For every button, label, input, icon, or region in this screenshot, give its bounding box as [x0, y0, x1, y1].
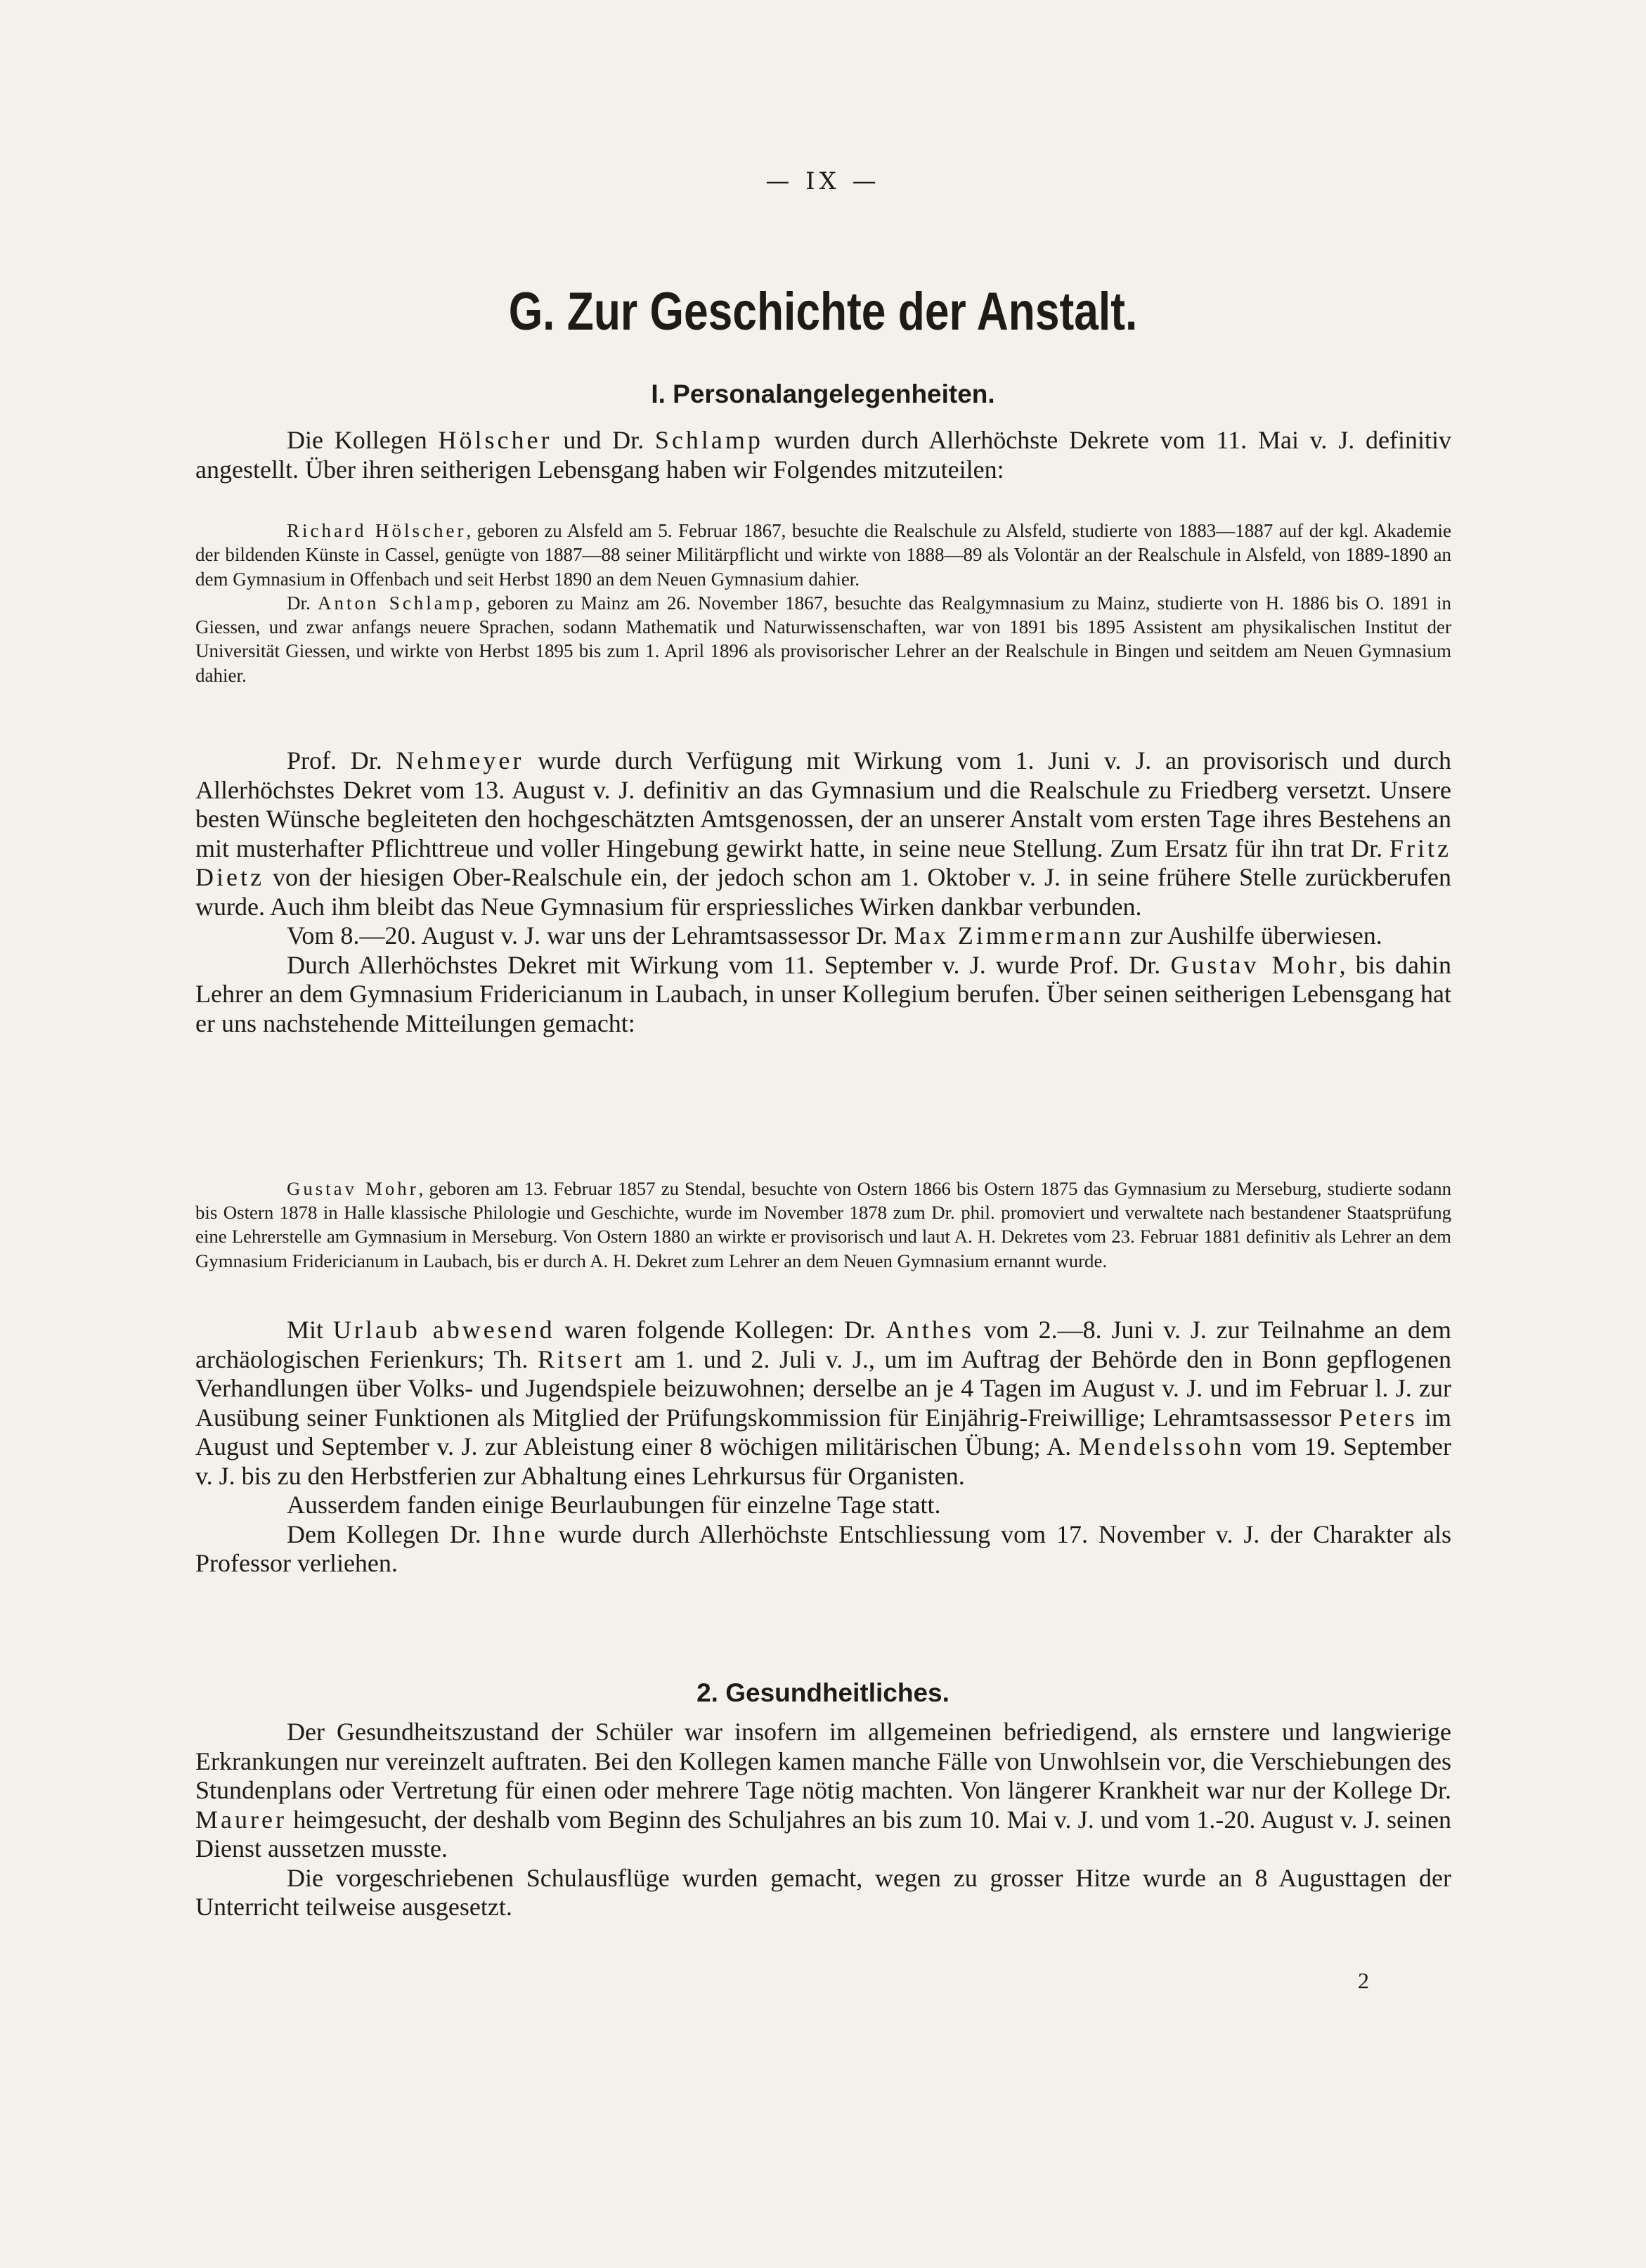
person-name: Peters — [1338, 1403, 1418, 1432]
person-name: Ritsert — [538, 1344, 625, 1373]
person-name: Max Zimmermann — [893, 921, 1124, 950]
paragraph-kollegen: Die Kollegen Hölscher und Dr. Schlamp wurden durch Allerhöchste Dekrete vom 11. Mai v. J. definitiv angestellt. Über ihren seitherigen Lebensgang haben wir Folgendes mitzuteilen: — [195, 426, 1452, 484]
page-number: — IX — — [765, 167, 881, 195]
bio-mohr: Gustav Mohr, geboren am 13. Februar 1857 zu Stendal, besuchte von Ostern 1866 bis Ostern 1875 das Gymnasium zu Merseburg, studierte sodann bis Ostern 1878 in Halle klassische Philologie und Geschichte, wurde im November 1878 zum Dr. phil. promoviert und verwaltete nach bestandener Staatsprüfung eine Lehrerstelle am Gymnasium in Merseburg. Von Ostern 1880 an wirkte er provisorisch und laut A. H. Dekretes vom 23. Februar 1881 definitiv als Lehrer an dem Gymnasium Fridericianum in Laubach, bis er durch A. H. Dekret zum Lehrer an dem Neuen Gymnasium ernannt wurde. — [195, 1178, 1451, 1271]
sheet-number: 2 — [1358, 1968, 1369, 1993]
paragraph-nehmeyer: Prof. Dr. Nehmeyer wurde durch Verfügung mit Wirkung vom 1. Juni v. J. an provisorisch und durch Allerhöchstes Dekret vom 13. August v. J. definitiv an das Gymnasium und die Realschule zu Friedberg versetzt. Unsere besten Wünsche begleiteten den hochgeschätzten Amtsgenossen, der an unserer Anstalt vom ersten Tage ihres Bestehens an mit musterhafter Pflichttreue und voller Hingebung gewirkt hatte, in seine neue Stellung. Zum Ersatz für ihn trat Dr. Fritz Dietz von der hiesigen Ober-Realschule ein, der jedoch schon am 1. Oktober v. J. in seine frühere Stelle zurückberufen wurde. Auch ihm bleibt das Neue Gymnasium für erspriessliches Wirken dankbar verbunden. Vom 8.—20. August v. J. war uns der Lehramtsassessor Dr. Max Zimmermann zur Aushilfe überwiesen. Durch Allerhöchstes Dekret mit Wirkung vom 11. September v. J. wurde Prof. Dr. Gustav Mohr, bis dahin Lehrer an dem Gymnasium Fridericianum in Laubach, in unser Kollegium berufen. Über seinen seitherigen Lebensgang hat er uns nachstehende Mitteilungen gemacht: — [195, 746, 1451, 1037]
person-name: Maurer — [195, 1805, 287, 1834]
person-name: Richard Hölscher — [287, 520, 467, 541]
person-name: Anthes — [885, 1316, 974, 1344]
section-heading-health: 2. Gesundheitliches. — [696, 1678, 950, 1707]
person-name: Ihne — [491, 1519, 548, 1548]
paragraph-gesundheit: Der Gesundheitszustand der Schüler war insofern im allgemeinen befriedigend, als ernstere und langwierige Erkrankungen nur vereinzelt auftraten. Bei den Kollegen kamen manche Fälle von Unwohlsein vor, die Verschiebungen des Stundenplans oder Vertretung für einen oder mehrere Tage nötig machten. Von längerer Krankheit war nur der Kollege Dr. Maurer heimgesucht, der deshalb vom Beginn des Schuljahres an bis zum 10. Mai v. J. und vom 1.-20. August v. J. seinen Dienst aussetzen musste. Die vorgeschriebenen Schulausflüge wurden gemacht, wegen zu grosser Hitze wurde an 8 Augusttagen der Unterricht teilweise ausgesetzt. — [195, 1718, 1451, 1921]
person-name: Schlamp — [654, 426, 763, 454]
person-name: Hölscher — [438, 426, 552, 454]
person-name: Nehmeyer — [396, 746, 524, 775]
section-heading-personal: I. Personalangelegenheiten. — [651, 380, 995, 408]
person-name: Fritz Dietz — [195, 834, 1451, 891]
person-name: Anton Schlamp — [318, 592, 476, 614]
bio-hoelscher: Richard Hölscher, geboren zu Alsfeld am 5. Februar 1867, besuchte die Realschule zu Alsfeld, studierte von 1883—1887 auf der kgl. Akademie der bildenden Künste in Cassel, genügte von 1887—88 seiner Militärpflicht und wirkte von 1888—89 als Volontär an der Realschule in Alsfeld, von 1889-1890 an dem Gymnasium in Offenbach und seit Herbst 1890 an dem Neuen Gymnasium dahier. Dr. Anton Schlamp, geboren zu Mainz am 26. November 1867, besuchte das Realgymnasium zu Mainz, studierte von H. 1886 bis O. 1891 in Giessen, und zwar anfangs neuere Sprachen, sodann Mathematik und Naturwissenschaften, war von 1891 bis 1895 Assistent am physikalischen Institut der Universität Giessen, und wirkte von Herbst 1895 bis zum 1. April 1896 als provisorischer Lehrer an der Realschule in Bingen und seitdem am Neuen Gymnasium dahier. — [195, 520, 1451, 686]
person-name: Mendelssohn — [1078, 1432, 1245, 1460]
paragraph-urlaub: Mit Urlaub abwesend waren folgende Kollegen: Dr. Anthes vom 2.—8. Juni v. J. zur Teilnahme an dem archäologischen Ferienkurs; Th. Ritsert am 1. und 2. Juli v. J., um im Auftrag der Behörde den in Bonn gepflogenen Verhandlungen über Volks- und Jugendspiele beizuwohnen; derselbe an je 4 Tagen im August v. J. und im Februar l. J. zur Ausübung seiner Funktionen als Mitglied der Prüfungskommission für Einjährig-Freiwillige; Lehramtsassessor Peters im August und September v. J. zur Ableistung einer 8 wöchigen militärischen Übung; A. Mendelssohn vom 19. September v. J. bis zu den Herbstferien zur Abhaltung eines Lehrkursus für Organisten. Ausserdem fanden einige Beurlaubungen für einzelne Tage statt. Dem Kollegen Dr. Ihne wurde durch Allerhöchste Entschliessung vom 17. November v. J. der Charakter als Professor verliehen. — [195, 1316, 1452, 1577]
person-name: Gustav Mohr — [287, 1178, 419, 1199]
page-title: G. Zur Geschichte der Anstalt. — [508, 282, 1138, 342]
person-name: Gustav Mohr — [1170, 950, 1340, 979]
